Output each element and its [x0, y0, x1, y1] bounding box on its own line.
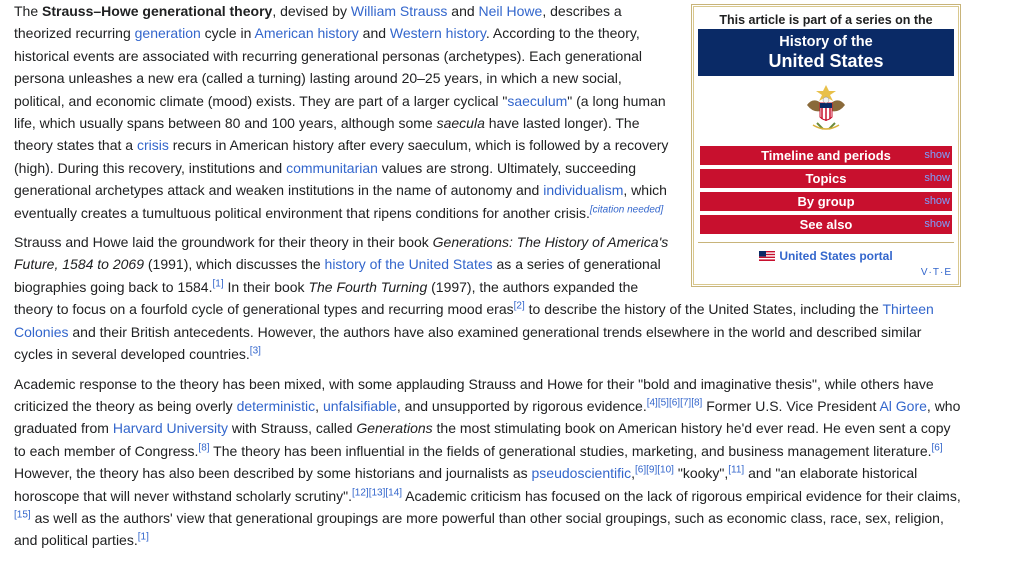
show-toggle[interactable]: show: [924, 218, 950, 230]
link-harvard-university[interactable]: Harvard University: [112, 420, 228, 437]
sidebar-row-by-group[interactable]: [700, 192, 952, 211]
sidebar-row-topics[interactable]: [700, 169, 952, 188]
sidebar-above-text: This article is part of a series on the: [719, 13, 933, 27]
portal-link-label[interactable]: United States portal: [779, 249, 893, 263]
reference-link[interactable]: [1]: [212, 278, 224, 290]
link-american-history[interactable]: American history: [254, 25, 359, 42]
book-title-generations: Generations: The History of America's Future, 1584 to 2069: [14, 234, 669, 273]
sidebar-row-see-also[interactable]: [700, 215, 952, 234]
link-pseudoscientific[interactable]: pseudoscientific: [531, 465, 632, 482]
link-individualism[interactable]: individualism: [543, 182, 624, 199]
link-william-strauss[interactable]: William Strauss: [350, 3, 448, 19]
show-toggle[interactable]: show: [924, 172, 950, 184]
paragraph-academic-response: Academic response to the theory has been mixed, with some applauding Strauss and Howe for their "bold and imaginative thesis", while others have criticized the theory as being overly deterministic, unfalsifiable, and unsupported by rigorous evidence.[4][5][6][7][8] Former U.S. Vice President Al Gore, who graduated from Harvard University with Strauss, called Generations the most stimulating book on American history he'd ever read. He even sent a copy to each member of Congress.[8] The theory has been influential in the fields of generational studies, marketing, and business management literature.[6] However, the theory has also been described by some historians and journalists as pseudoscientific,[6][9][10] "kooky",[11] and "an elaborate historical horoscope that will never withstand scholarly scrutiny".[12][13][14] Academic criticism has focused on the lack of rigorous empirical evidence for their claims,[15] as well as the authors' view that generational groupings are more powerful than other social groupings, such as economic class, race, sex, religion, and political parties.[1]: [14, 375, 961, 549]
sidebar-row-label[interactable]: Topics: [805, 171, 847, 186]
citation-needed-link[interactable]: [citation needed]: [589, 204, 664, 215]
paragraph-intro: The Strauss–Howe generational theory, devised by William Strauss and Neil Howe, describes a theorized recurring generation cycle in American history and Western history. According to the theory, historical events are associated with recurring generational personas (archetypes). Each generational persona unleashes a new era (called a turning) lasting around 20–25 years, in which a new social, political, and economic climate (mood) exists. They are part of a larger cyclical "saeculum" (a long human life, which usually spans between 80 and 100 years, although some saecula have lasted longer). The theory states that a crisis recurs in American history after every saeculum, which is followed by a recovery (high). During this recovery, institutions and communitarian values are strong. Ultimately, succeeding generational archetypes attack and weaken institutions in the name of autonomy and individualism, which eventually creates a tumultuous political environment that ripens conditions for another crisis.[citation needed]: [14, 3, 669, 221]
reference-link[interactable]: [8]: [198, 442, 210, 454]
sidebar-row-label[interactable]: By group: [797, 194, 855, 209]
reference-link[interactable]: [11]: [728, 464, 745, 476]
reference-link[interactable]: [4][5][6][7][8]: [646, 397, 703, 409]
link-al-gore[interactable]: Al Gore: [879, 397, 927, 414]
reference-link[interactable]: [6][9][10]: [635, 464, 674, 476]
sidebar-row-label[interactable]: Timeline and periods: [761, 148, 891, 163]
link-crisis[interactable]: crisis: [136, 137, 169, 154]
reference-link[interactable]: [1]: [137, 531, 149, 543]
reference-link[interactable]: [15]: [14, 509, 31, 521]
reference-link[interactable]: [3]: [249, 345, 261, 357]
reference-link[interactable]: [6]: [931, 442, 943, 454]
show-toggle[interactable]: show: [924, 149, 950, 161]
reference-link[interactable]: [12][13][14]: [352, 486, 403, 498]
article-content: [14, 0, 964, 559]
sidebar-title-line1[interactable]: History of the: [779, 34, 873, 50]
link-saeculum[interactable]: saeculum: [507, 92, 568, 109]
us-flag-icon: [759, 251, 775, 261]
sidebar-row-label[interactable]: See also: [799, 217, 853, 232]
link-history-of-united-states[interactable]: history of the United States: [324, 256, 493, 273]
link-generation[interactable]: generation: [134, 25, 201, 42]
link-thirteen-colonies[interactable]: Thirteen Colonies: [14, 301, 934, 340]
show-toggle[interactable]: show: [924, 195, 950, 207]
link-communitarian[interactable]: communitarian: [286, 159, 378, 176]
sidebar-row-timeline[interactable]: [700, 146, 952, 165]
book-title-fourth-turning: The Fourth Turning: [308, 278, 428, 295]
sidebar-title-line2[interactable]: United States: [768, 51, 884, 71]
series-sidebar: [691, 4, 961, 287]
reference-link[interactable]: [2]: [513, 300, 525, 312]
link-deterministic[interactable]: deterministic: [236, 397, 316, 414]
portal-link[interactable]: [698, 242, 954, 263]
link-unfalsifiable[interactable]: unfalsifiable: [322, 397, 397, 414]
link-western-history[interactable]: Western history: [389, 25, 486, 42]
link-neil-howe[interactable]: Neil Howe: [478, 3, 543, 19]
paragraph-groundwork: Strauss and Howe laid the groundwork for their theory in their book Generations: The History of America's Future, 1584 to 2069 (1991), which discusses the history of the United States as a series of generational biographies going back to 1584.[1] In their book The Fourth Turning (1997), the authors expanded the theory to focus on a fourfold cycle of generational types and recurring mood eras[2] to describe the history of the United States, including the Thirteen Colonies and their British antecedents. However, the authors have also examined generational trends elsewhere in the world and described similar cycles in several developed countries.[3]: [14, 234, 934, 363]
sidebar-title[interactable]: [698, 29, 954, 76]
vte-links[interactable]: V·T·E: [920, 267, 952, 278]
us-seal-icon[interactable]: [698, 76, 954, 142]
article-subject: Strauss–Howe generational theory: [42, 3, 273, 19]
